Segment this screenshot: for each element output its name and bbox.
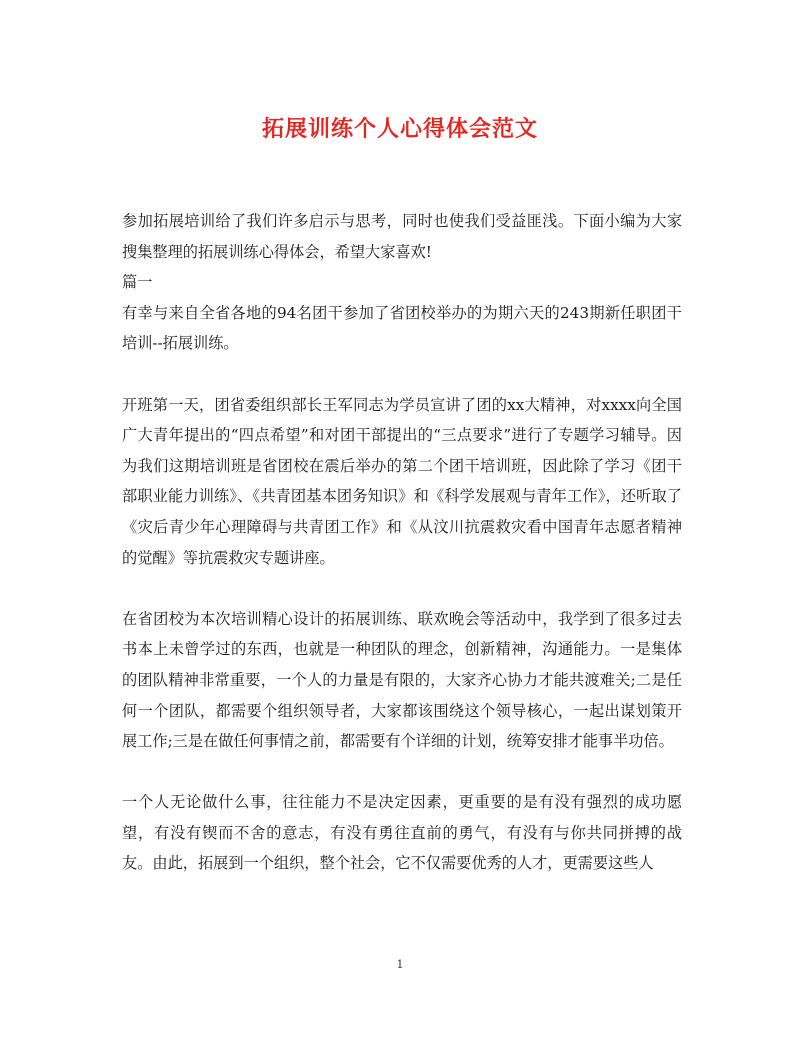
body-paragraph: 有幸与来自全省各地的94名团干参加了省团校举办的为期六天的243期新任职团干培训--拓展训练。 <box>122 303 682 353</box>
intro-paragraph: 参加拓展培训给了我们许多启示与思考，同时也使我们受益匪浅。下面小编为大家搜集整理的拓展训练心得体会，希望大家喜欢! <box>122 212 682 261</box>
page-number: 1 <box>396 958 404 971</box>
body-paragraph: 在省团校为本次培训精心设计的拓展训练、联欢晚会等活动中，我学到了很多过去书本上未曾学过的东西，也就是一种团队的理念，创新精神，沟通能力。一是集体的团队精神非常重要，一个人的力量是有限的，大家齐心协力才能共渡难关;二是任何一个团队，都需要个组织领导者，大家都该围绕这个领导核心，一起出谋划策开展工作;三是在做任何事情之前，都需要有个详细的计划，统筹安排才能事半功倍。 <box>122 609 682 751</box>
body-paragraph: 开班第一天，团省委组织部长王军同志为学员宣讲了团的xx大精神，对xxxx向全国广大青年提出的“四点希望”和对团干部提出的“三点要求”进行了专题学习辅导。因为我们这期培训班是省团校在震后举办的第二个团干培训班，因此除了学习《团干部职业能力训练》、《共青团基本团务知识》和《科学发展观与青年工作》，还听取了《灾后青少年心理障碍与共青团工作》和《从汶川抗震救灾看中国青年志愿者精神的觉醒》等抗震救灾专题讲座。 <box>122 395 682 567</box>
section-heading: 篇一 <box>122 273 153 292</box>
body-paragraph: 一个人无论做什么事，往往能力不是决定因素，更重要的是有没有强烈的成功愿望，有没有锲而不舍的意志，有没有勇往直前的勇气，有没有与你共同拼搏的战友。由此，拓展到一个组织，整个社会，它不仅需要优秀的人才，更需要这些人 <box>122 793 682 873</box>
document-body <box>122 206 682 879</box>
document-title: 拓展训练个人心得体会范文 <box>261 116 538 142</box>
